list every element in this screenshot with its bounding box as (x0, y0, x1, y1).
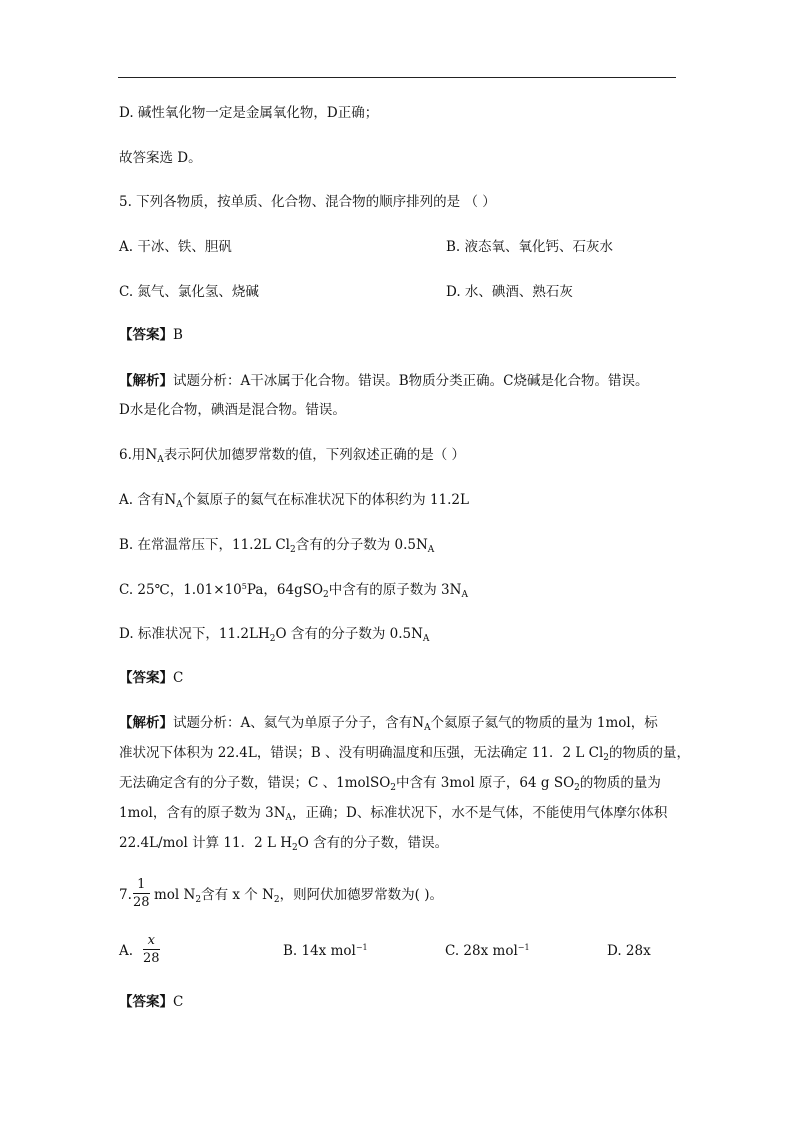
q5-analysis-line-1: 【解析】试题分析：A干冰属于化合物。错误。B物质分类正确。C烧碱是化合物。错误。 (119, 373, 649, 389)
q7-number: 7. (119, 887, 132, 903)
q7-answer: 【答案】C (119, 994, 184, 1010)
q7-option-b: B. 14x mol$^{-1}$ (283, 943, 368, 959)
q5-option-a: A. 干冰、铁、胆矾 (119, 239, 232, 255)
header-rule (118, 77, 676, 78)
question-6: 6.用$N_A$表示阿伏加德罗常数的值，下列叙述正确的是（ ） (119, 447, 465, 465)
q6-option-d: D. 标准状况下，$11.2LH_2O$ 含有的分子数为 $0.5N_A$ (119, 626, 430, 644)
q6-analysis-line-1: 【解析】试题分析：A、氦气为单原子分子，含有$N_A$个氦原子氦气的物质的量为 1mol，标 (119, 715, 658, 733)
q5-answer (119, 325, 183, 345)
question-7: mol $N_2$含有 x 个 $N_2$，则阿伏加德罗常数为( )。 (154, 887, 443, 905)
summary-line: 故答案选 D。 (119, 150, 202, 166)
option-d-prev: D. 碱性氧化物一定是金属氧化物，D正确； (119, 105, 379, 121)
q7-option-d: D. 28x (607, 943, 651, 959)
q7-option-c: C. 28x mol$^{-1}$ (445, 943, 530, 959)
q5-option-c: C. 氮气、氯化氢、烧碱 (119, 284, 259, 300)
q5-analysis-line-2: D水是化合物，碘酒是混合物。错误。 (119, 402, 346, 418)
analysis-label: 【解析】 (119, 373, 173, 389)
question-5: 5. 下列各物质，按单质、化合物、混合物的顺序排列的是 （ ） (119, 194, 496, 210)
q6-analysis-line-4: 1mol，含有的原子数为 $3N_A$，正确；D、标准状况下，水不是气体，不能使用气体摩尔体积 (119, 805, 668, 823)
q7-fraction-numerator: 1 (137, 877, 146, 892)
q6-option-a: A. 含有$N_A$个氦原子的氦气在标准状况下的体积约为 11.2L (119, 492, 469, 510)
q6-analysis-line-5: 22.4L/mol 计算 11．2 L $H_2O$ 含有的分子数，错误。 (119, 835, 449, 853)
q6-analysis-line-2: 准状况下体积为 22.4L，错误；B 、没有明确温度和压强，无法确定 11．2 L $Cl_2$的物质的量， (119, 745, 691, 763)
answer-value: B (173, 327, 183, 343)
q7-fraction (133, 876, 150, 911)
q7-option-a-fraction: x 28 (143, 933, 160, 966)
q6-option-c: C. 25℃，$1.01\times 10^5Pa$，64gSO$_2$中含有的原子数为 $3N_A$ (119, 582, 468, 600)
q7-option-a-label: A. (119, 943, 134, 959)
q5-option-b: B. 液态氧、氧化钙、石灰水 (446, 239, 614, 255)
q6-answer: 【答案】C (119, 670, 184, 686)
q6-analysis-line-3: 无法确定含有的分子数，错误；C 、1molSO$_2$中含有 3mol 原子，64 g $SO_2$的物质的量为 (119, 775, 661, 793)
q5-option-d: D. 水、碘酒、熟石灰 (446, 284, 573, 300)
answer-label: 【答案】 (119, 327, 173, 343)
q6-option-b: B. 在常温常压下，11.2L $Cl_2$含有的分子数为 $0.5N_A$ (119, 537, 435, 555)
q7-fraction-denominator: 28 (133, 895, 150, 910)
